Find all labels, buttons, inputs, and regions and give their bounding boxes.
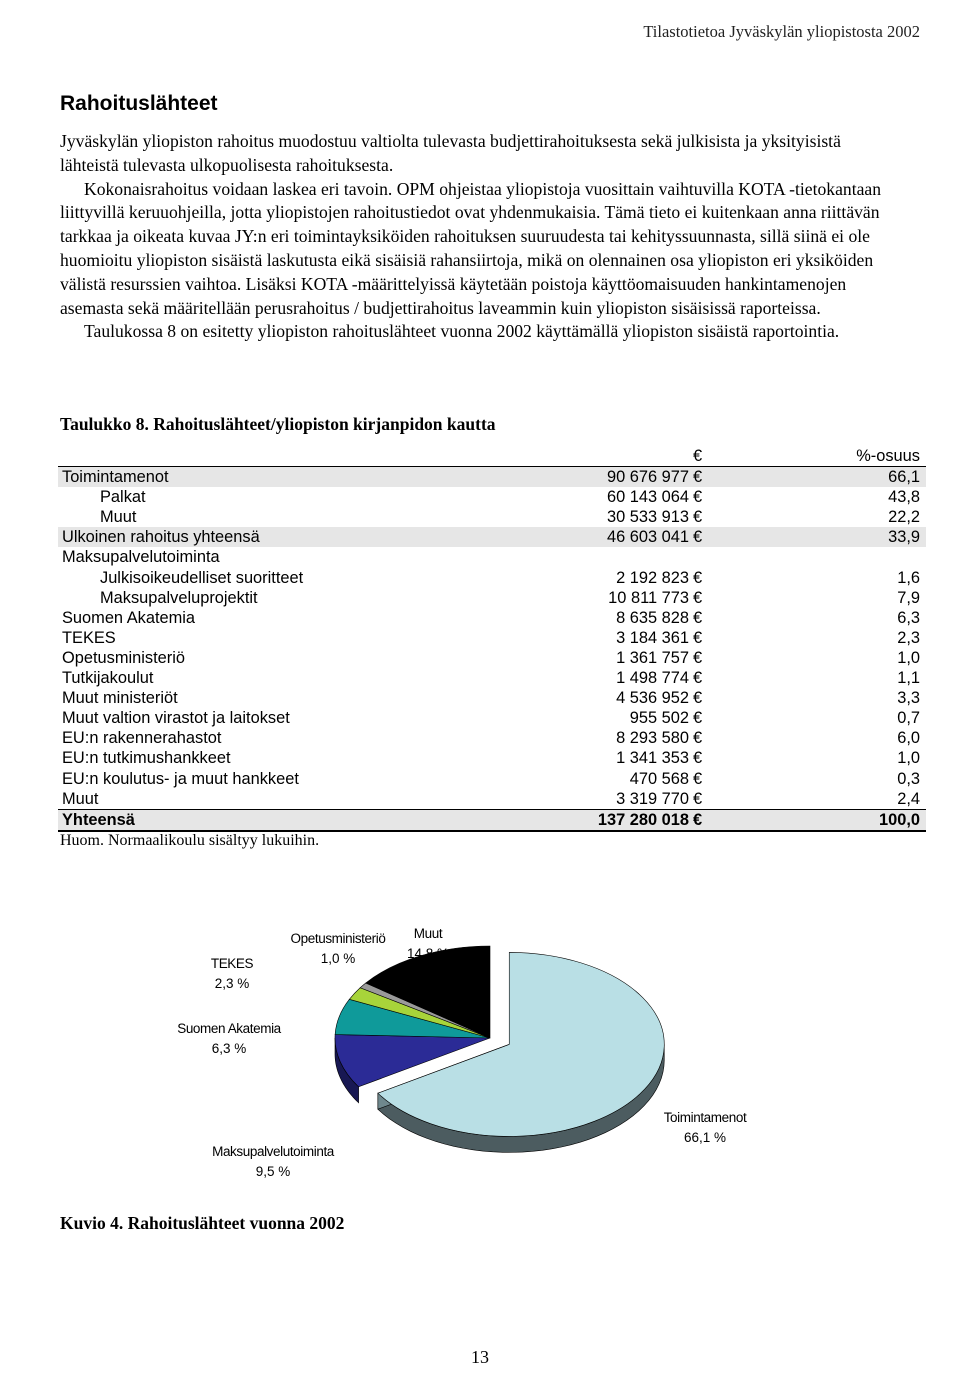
- row-amount: 3 184 361: [616, 628, 689, 647]
- slice-label: Opetusministeriö: [290, 931, 386, 946]
- slice-label: Muut: [413, 926, 443, 941]
- row-share: 3,3: [897, 689, 920, 708]
- row-label: EU:n tutkimushankkeet: [62, 749, 231, 768]
- body-paragraph: Kokonaisrahoitus voidaan laskea eri tavoin. OPM ohjeistaa yliopistoja vuosittain vaihtuvilla KOTA -tietokantaan liittyvillä keruuohjeilla, jotta yliopistojen rahoitustiedot ovat yhdenmukaisia. Tämä tieto ei kuitenkaan anna riittävän tarkkaa ja oikeata kuvaa JY:n eri toimintayksiköiden rahoituksen suuruudesta tai kehityssuunnasta, sillä siinä ei ole huomioitu yliopiston sisäistä laskutusta eikä sisäisiä rahansiirtoja, mikä on olennainen osa yliopiston eri yksiköiden välistä resurssien vaihtoa. Lisäksi KOTA -määrittelyissä käytetään poistoja käyttöomaisuuden hankintamenojen asemasta sekä määritellään perusrahoitus / budjettirahoitus laveammin kuin yliopiston sisäisissä raporteissa.: [60, 178, 881, 318]
- row-amount: 1 361 757: [616, 648, 689, 667]
- table-note: Huom. Normaalikoulu sisältyy lukuihin.: [60, 832, 320, 849]
- table-row: [58, 588, 926, 608]
- row-share: [707, 547, 926, 567]
- row-label: Toimintamenot: [58, 467, 307, 488]
- row-amount: 1 498 774: [616, 669, 689, 688]
- row-share: 66,1: [707, 467, 926, 488]
- table-caption: Taulukko 8. Rahoituslähteet/yliopiston kirjanpidon kautta: [60, 414, 496, 434]
- row-currency: €: [693, 669, 703, 688]
- row-share: 6,0: [897, 729, 920, 748]
- row-amount: 2 192 823: [616, 568, 689, 587]
- slice-value-label: 9,5 %: [255, 1164, 291, 1179]
- row-currency: €: [693, 789, 703, 808]
- row-share: 7,9: [897, 588, 920, 607]
- running-header: Tilastotietoa Jyväskylän yliopistosta 2002: [643, 22, 920, 41]
- slice-label: TEKES: [210, 956, 254, 971]
- row-amount: 1 341 353: [616, 749, 689, 768]
- row-share: 1,0: [897, 648, 920, 667]
- row-currency: €: [693, 709, 703, 728]
- row-label: EU:n rakennerahastot: [62, 729, 222, 748]
- row-label: TEKES: [62, 628, 116, 647]
- header-label-cell: [58, 446, 307, 467]
- total-label: Yhteensä: [58, 809, 307, 831]
- row-currency: €: [693, 508, 703, 527]
- slice-value-label: 1,0 %: [320, 951, 356, 966]
- row-share: 0,7: [897, 709, 920, 728]
- row-label: Muut: [100, 508, 137, 527]
- figure-caption: Kuvio 4. Rahoituslähteet vuonna 2002: [60, 1213, 345, 1233]
- slice-value-label: 66,1 %: [683, 1130, 727, 1145]
- page-number: 13: [471, 1347, 489, 1367]
- row-label: Muut ministeriöt: [62, 689, 178, 708]
- row-label: Ulkoinen rahoitus yhteensä: [58, 527, 307, 547]
- row-currency: €: [693, 729, 703, 748]
- row-currency: €: [693, 628, 703, 647]
- table-row: [58, 769, 926, 789]
- row-label: Tutkijakoulut: [62, 669, 154, 688]
- row-share: 2,4: [897, 789, 920, 808]
- row-share: 2,3: [897, 628, 920, 647]
- row-label: Muut: [62, 789, 99, 808]
- row-currency: €: [693, 568, 703, 587]
- header-share-cell: %-osuus: [707, 446, 926, 467]
- table-row: [58, 748, 926, 768]
- total-share: 100,0: [707, 809, 926, 831]
- table-row: [58, 668, 926, 688]
- row-amount: 90 676 977: [307, 467, 689, 488]
- row-share: 33,9: [707, 527, 926, 547]
- section-heading: Rahoituslähteet: [60, 92, 218, 115]
- row-amount: 955 502: [629, 709, 689, 728]
- slice-label: Suomen Akatemia: [177, 1021, 281, 1036]
- table-row: [58, 487, 926, 507]
- row-label: Muut valtion virastot ja laitokset: [62, 709, 290, 728]
- row-amount: [307, 547, 689, 567]
- row-currency: €: [693, 588, 703, 607]
- table-row: [58, 648, 926, 668]
- row-label: Opetusministeriö: [62, 648, 185, 667]
- header-amount-cell: [307, 446, 689, 467]
- row-share: 1,1: [897, 669, 920, 688]
- row-label: Palkat: [100, 488, 146, 507]
- row-currency: €: [693, 648, 703, 667]
- row-label: Maksupalveluprojektit: [100, 588, 258, 607]
- table-row: [58, 608, 926, 628]
- row-label: Suomen Akatemia: [62, 608, 196, 627]
- row-currency: €: [693, 769, 703, 788]
- slice-label: Maksupalvelutoiminta: [212, 1144, 334, 1159]
- finance-table-body: [58, 446, 926, 831]
- row-share: 0,3: [897, 769, 920, 788]
- row-label: EU:n koulutus- ja muut hankkeet: [62, 769, 299, 788]
- slice-label: Toimintamenot: [663, 1110, 747, 1125]
- row-amount: 8 293 580: [616, 729, 689, 748]
- slice-value-label: 6,3 %: [211, 1041, 247, 1056]
- table-header-row: [58, 446, 926, 467]
- row-currency: €: [693, 689, 703, 708]
- row-currency: €: [689, 527, 707, 547]
- row-amount: 4 536 952: [616, 689, 689, 708]
- body-paragraph: Taulukossa 8 on esitetty yliopiston rahoituslähteet vuonna 2002 käyttämällä yliopiston sisäistä raportointia.: [84, 321, 840, 342]
- table-row: [58, 568, 926, 588]
- finance-table: [58, 446, 926, 832]
- table-row: [58, 527, 926, 547]
- table-row: [58, 789, 926, 810]
- row-amount: 10 811 773: [608, 588, 689, 607]
- row-amount: 30 533 913: [606, 508, 689, 527]
- table-total-row: [58, 809, 926, 831]
- header-currency-cell: €: [689, 446, 707, 467]
- table-row: [58, 547, 926, 567]
- table-row: [58, 688, 926, 708]
- row-label: Julkisoikeudelliset suoritteet: [100, 568, 304, 587]
- total-currency: €: [689, 809, 707, 831]
- slice-value-label: 2,3 %: [214, 976, 250, 991]
- row-currency: [689, 547, 707, 567]
- total-amount: 137 280 018: [307, 809, 689, 831]
- row-share: 22,2: [888, 508, 920, 527]
- row-share: 6,3: [897, 608, 920, 627]
- pie-chart: [150, 905, 790, 1195]
- body-text: [60, 130, 898, 344]
- row-amount: 3 319 770: [616, 789, 689, 808]
- table-row: [58, 467, 926, 488]
- row-share: 1,0: [897, 749, 920, 768]
- row-amount: 8 635 828: [616, 608, 689, 627]
- table-row: [58, 708, 926, 728]
- row-currency: €: [693, 749, 703, 768]
- row-share: 43,8: [888, 488, 920, 507]
- slice-value-label: 14,8 %: [406, 946, 450, 961]
- table-row: [58, 728, 926, 748]
- row-share: 1,6: [897, 568, 920, 587]
- table-row: [58, 507, 926, 527]
- row-amount: 470 568: [629, 769, 689, 788]
- row-amount: 46 603 041: [307, 527, 689, 547]
- table-row: [58, 628, 926, 648]
- row-currency: €: [689, 467, 707, 488]
- row-currency: €: [693, 488, 703, 507]
- row-amount: 60 143 064: [606, 488, 689, 507]
- body-paragraph: Jyväskylän yliopiston rahoitus muodostuu valtiolta tulevasta budjettirahoituksesta sekä julkisista ja yksityisistä lähteistä tulevasta ulkopuolisesta rahoituksesta.: [60, 131, 841, 175]
- row-label: Maksupalvelutoiminta: [62, 548, 220, 567]
- row-currency: €: [693, 608, 703, 627]
